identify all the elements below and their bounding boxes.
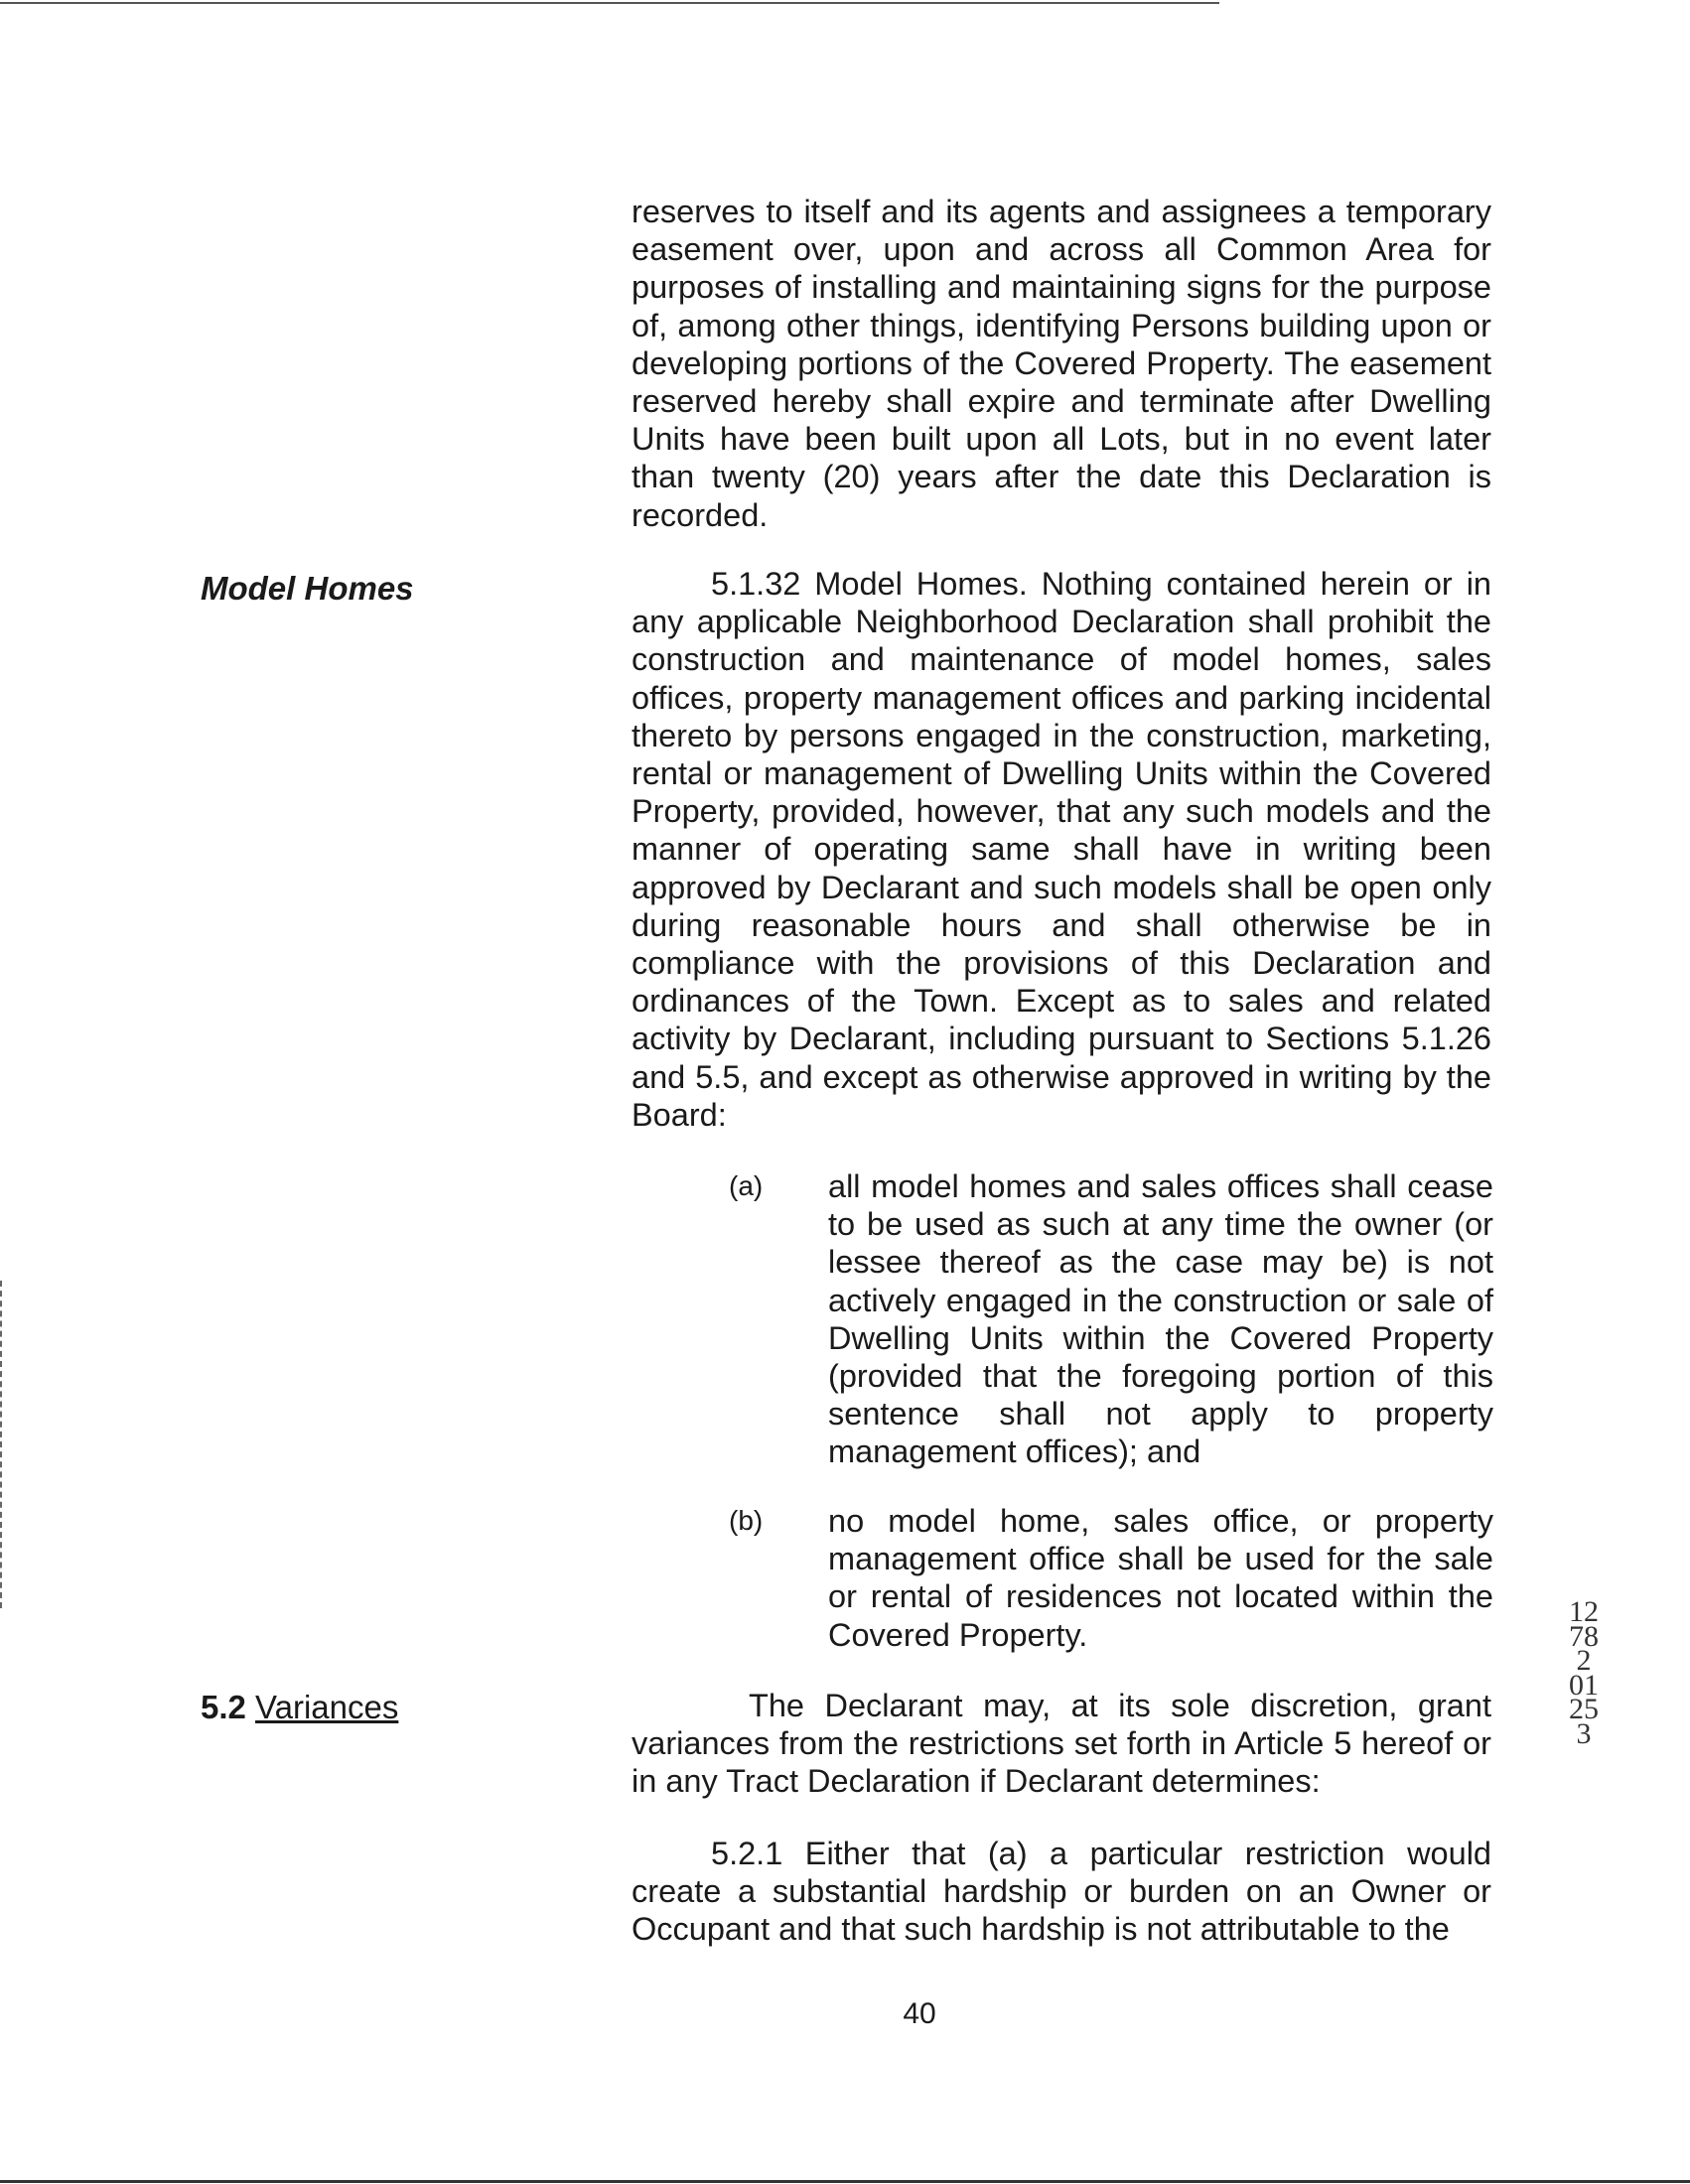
section-title: Variances <box>255 1689 399 1725</box>
page-number <box>0 1997 1690 2031</box>
list-item-text: no model home, sales office, or property management office shall be used for the sale or rental of residences not located within the Covered Property. <box>828 1503 1493 1653</box>
scan-bottom-edge <box>0 2180 1690 2183</box>
model-homes-paragraph: 5.1.32 Model Homes. Nothing contained herein or in any applicable Neighborhood Declaration shall prohibit the construction and maintenance of model homes, sales offices, property management offices and parking incidental thereto by persons engaged in the construction, marketing, rental or management of Dwelling Units within the Covered Property, provided, however, that any such models and the manner of operating same shall have in writing been approved by Declarant and such models shall be open only during reasonable hours and shall otherwise be in compliance with the provisions of this Declaration and ordinances of the Town. Except as to sales and related activity by Declarant, including pursuant to Sections 5.1.26 and 5.5, and except as otherwise approved in writing by the Board: <box>632 566 1491 1133</box>
variances-paragraph: The Declarant may, at its sole discretion, grant variances from the restrictions set forth in Article 5 hereof or in any Tract Declaration if Declarant determines: <box>632 1688 1491 1800</box>
side-heading-variances <box>201 1689 398 1726</box>
variances-subsection-paragraph: 5.2.1 Either that (a) a particular restriction would create a substantial hardship or burden on an Owner or Occupant and that such hardship is not attributable to the <box>632 1836 1491 1948</box>
page-number-text: 40 <box>903 1997 936 2030</box>
list-item-label: (a) <box>729 1170 764 1201</box>
scan-left-edge-marks <box>0 1281 5 1608</box>
list-item-label: (b) <box>729 1505 764 1536</box>
scan-top-edge <box>0 2 1219 4</box>
list-item-text: all model homes and sales offices shall cease to be used as such at any time the owner (or lessee thereof as the case may be) is not actively engaged in the construction or sale of Dwelling Units within the Covered Property (provided that the foregoing portion of this sentence shall not apply to property management offices); and <box>828 1168 1493 1470</box>
recording-stamp: 12782 01253 <box>1569 1595 1599 1750</box>
continuation-paragraph: reserves to itself and its agents and assignees a temporary easement over, upon and across all Common Area for purposes of installing and maintaining signs for the purpose of, among other things, identifying Persons building upon or developing portions of the Covered Property. The easement reserved hereby shall expire and terminate after Dwelling Units have been built upon all Lots, but in no event later than twenty (20) years after the date this Declaration is recorded. <box>632 194 1491 533</box>
section-number: 5.2 <box>201 1689 246 1725</box>
side-heading-model-homes: Model Homes <box>201 570 414 607</box>
